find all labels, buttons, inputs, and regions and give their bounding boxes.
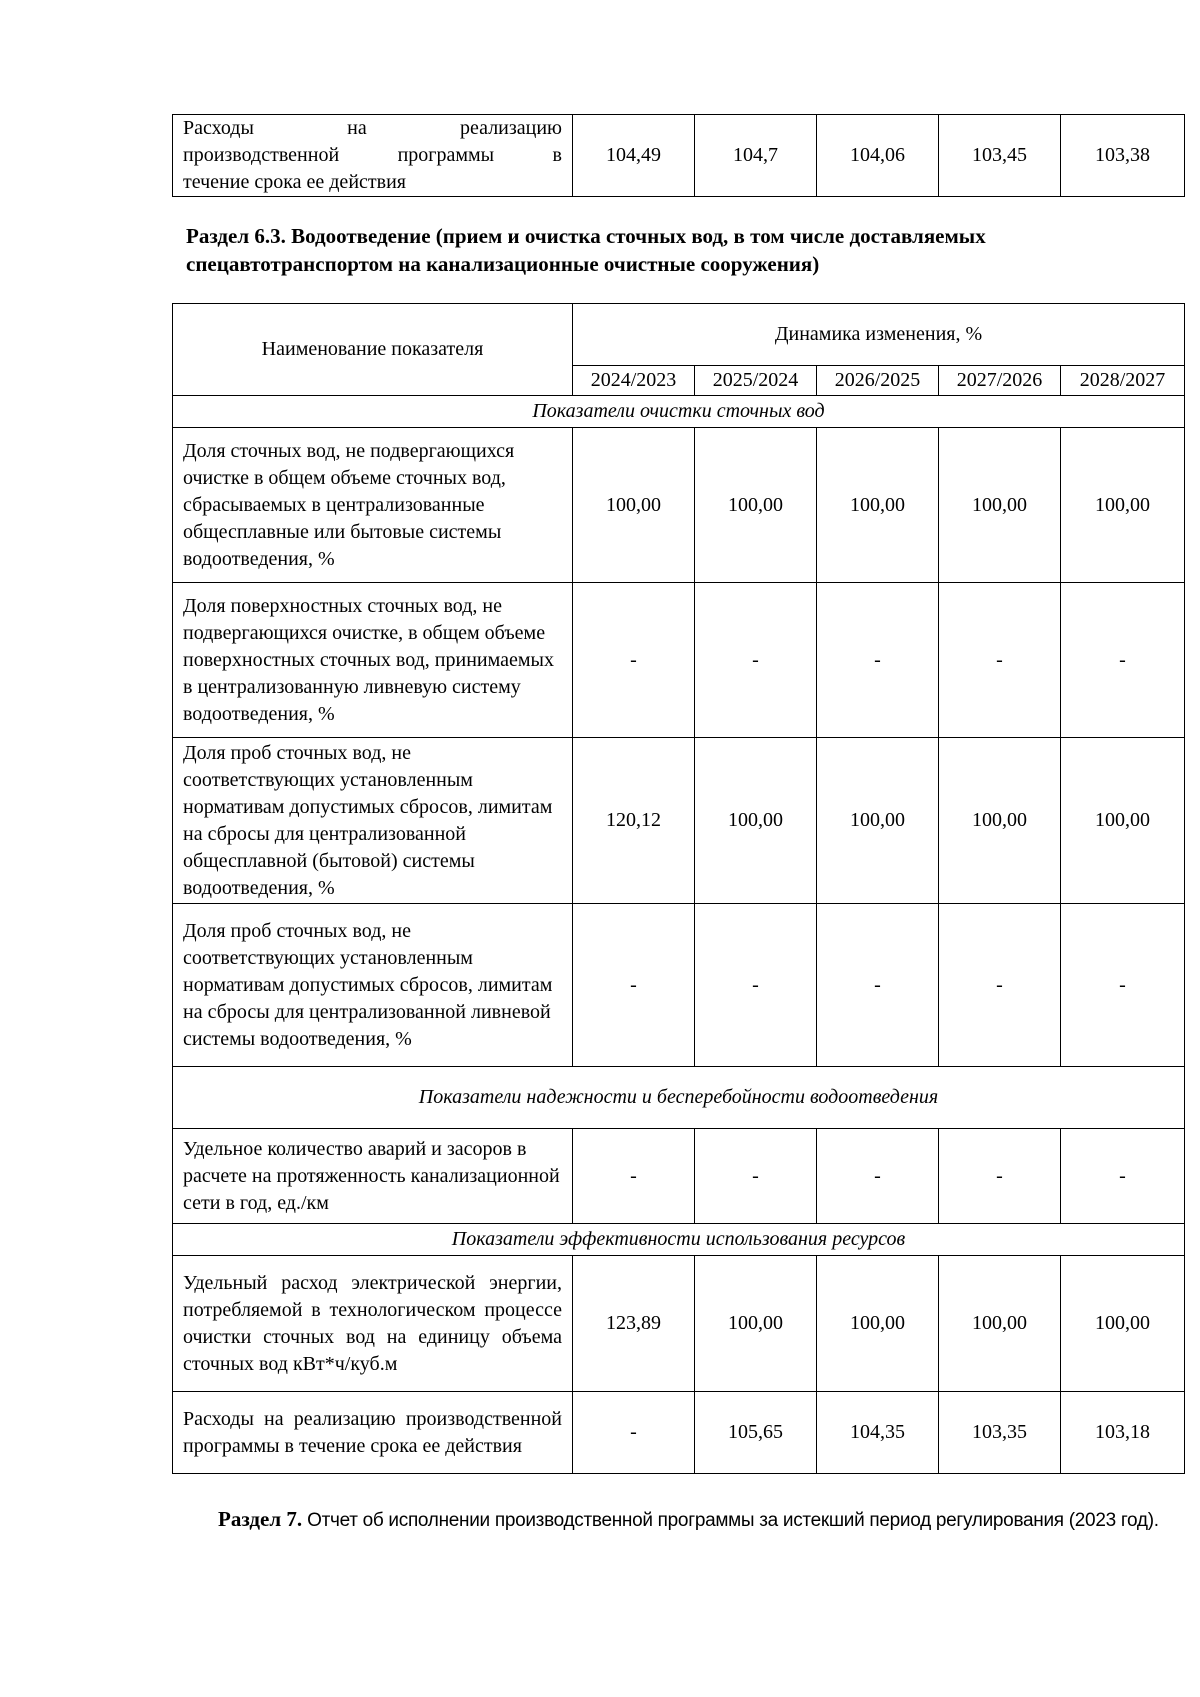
section-heading: Раздел 6.3. Водоотведение (прием и очистка сточных вод, в том числе доставляемых спецавтотранспортом на канализационные очистные сооружения) [186,224,986,276]
value-cell: 100,00 [939,428,1061,583]
value-cell: - [939,904,1061,1067]
value-cell: 120,12 [573,738,695,904]
column-header-name: Наименование показателя [173,304,573,396]
value-cell: 104,7 [695,115,817,197]
group-title: Показатели эффективности использования ресурсов [173,1224,1185,1256]
value-cell: 100,00 [1061,738,1185,904]
value-cell: 100,00 [939,1256,1061,1392]
row-label: Доля проб сточных вод, не соответствующих установленным нормативам допустимых сбросов, лимитам на сбросы для централизованной общесплавной (бытовой) системы водоотведения, % [173,738,573,904]
continued-table [172,114,1185,197]
table-row [173,1129,1185,1224]
value-cell: - [939,1129,1061,1224]
value-cell: 104,06 [817,115,939,197]
group-title: Показатели очистки сточных вод [173,396,1185,428]
value-cell: - [573,583,695,738]
group-header-row [173,1224,1185,1256]
value-cell: - [1061,583,1185,738]
value-cell: - [573,1392,695,1474]
value-cell: 100,00 [817,1256,939,1392]
row-label: Расходы на реализацию производственной программы в течение срока ее действия [173,1392,573,1474]
value-cell: - [695,904,817,1067]
period-header: 2024/2023 [573,366,695,396]
row-label [173,115,573,197]
value-cell: - [695,583,817,738]
value-cell: 104,35 [817,1392,939,1474]
table-row [173,738,1185,904]
period-header: 2025/2024 [695,366,817,396]
section-7-text: Отчет об исполнении производственной программы за истекший период регулирования (2023 год). [302,1510,1159,1531]
group-header-row [173,1067,1185,1129]
value-cell: 100,00 [695,428,817,583]
value-cell: - [817,1129,939,1224]
table-row [173,115,1185,197]
row-label: Удельное количество аварий и засоров в расчете на протяженность канализационной сети в год, ед./км [173,1129,573,1224]
value-cell: 104,49 [573,115,695,197]
period-header: 2026/2025 [817,366,939,396]
value-cell: 100,00 [817,738,939,904]
value-cell: - [939,583,1061,738]
section-7-paragraph [172,1503,1184,1537]
period-header: 2028/2027 [1061,366,1185,396]
group-title: Показатели надежности и бесперебойности водоотведения [173,1067,1185,1129]
value-cell: 100,00 [939,738,1061,904]
value-cell: 103,35 [939,1392,1061,1474]
value-cell: - [573,904,695,1067]
value-cell: 103,18 [1061,1392,1185,1474]
indicators-table [172,303,1185,1474]
label-line: производственной программы в [183,144,562,166]
row-label: Доля поверхностных сточных вод, не подвергающихся очистке, в общем объеме поверхностных сточных вод, принимаемых в централизованную ливневую систему водоотведения, % [173,583,573,738]
section-7-title: Раздел 7. [218,1507,303,1531]
value-cell: 100,00 [1061,1256,1185,1392]
value-cell: 100,00 [817,428,939,583]
table-row [173,1392,1185,1474]
value-cell: 100,00 [1061,428,1185,583]
table-row [173,1256,1185,1392]
value-cell: - [573,1129,695,1224]
value-cell: - [695,1129,817,1224]
value-cell: 123,89 [573,1256,695,1392]
label-line: течение срока ее действия [183,171,406,193]
value-cell: - [1061,1129,1185,1224]
row-label: Удельный расход электрической энергии, потребляемой в технологическом процессе очистки сточных вод на единицу объема сточных вод кВт*ч/куб.м [173,1256,573,1392]
value-cell: - [817,904,939,1067]
column-header-dynamics: Динамика изменения, % [573,304,1185,366]
table-row [173,904,1185,1067]
header-row [173,304,1185,366]
value-cell: - [1061,904,1185,1067]
value-cell: 105,65 [695,1392,817,1474]
value-cell: 103,45 [939,115,1061,197]
row-label: Доля сточных вод, не подвергающихся очистке в общем объеме сточных вод, сбрасываемых в централизованные общесплавные или бытовые системы водоотведения, % [173,428,573,583]
row-label: Доля проб сточных вод, не соответствующих установленным нормативам допустимых сбросов, лимитам на сбросы для централизованной ливневой системы водоотведения, % [173,904,573,1067]
period-header: 2027/2026 [939,366,1061,396]
table-row [173,583,1185,738]
value-cell: 100,00 [695,1256,817,1392]
table-row [173,428,1185,583]
value-cell: 103,38 [1061,115,1185,197]
value-cell: 100,00 [695,738,817,904]
value-cell: - [817,583,939,738]
group-header-row [173,396,1185,428]
value-cell: 100,00 [573,428,695,583]
label-line: Расходы на реализацию [183,117,562,139]
